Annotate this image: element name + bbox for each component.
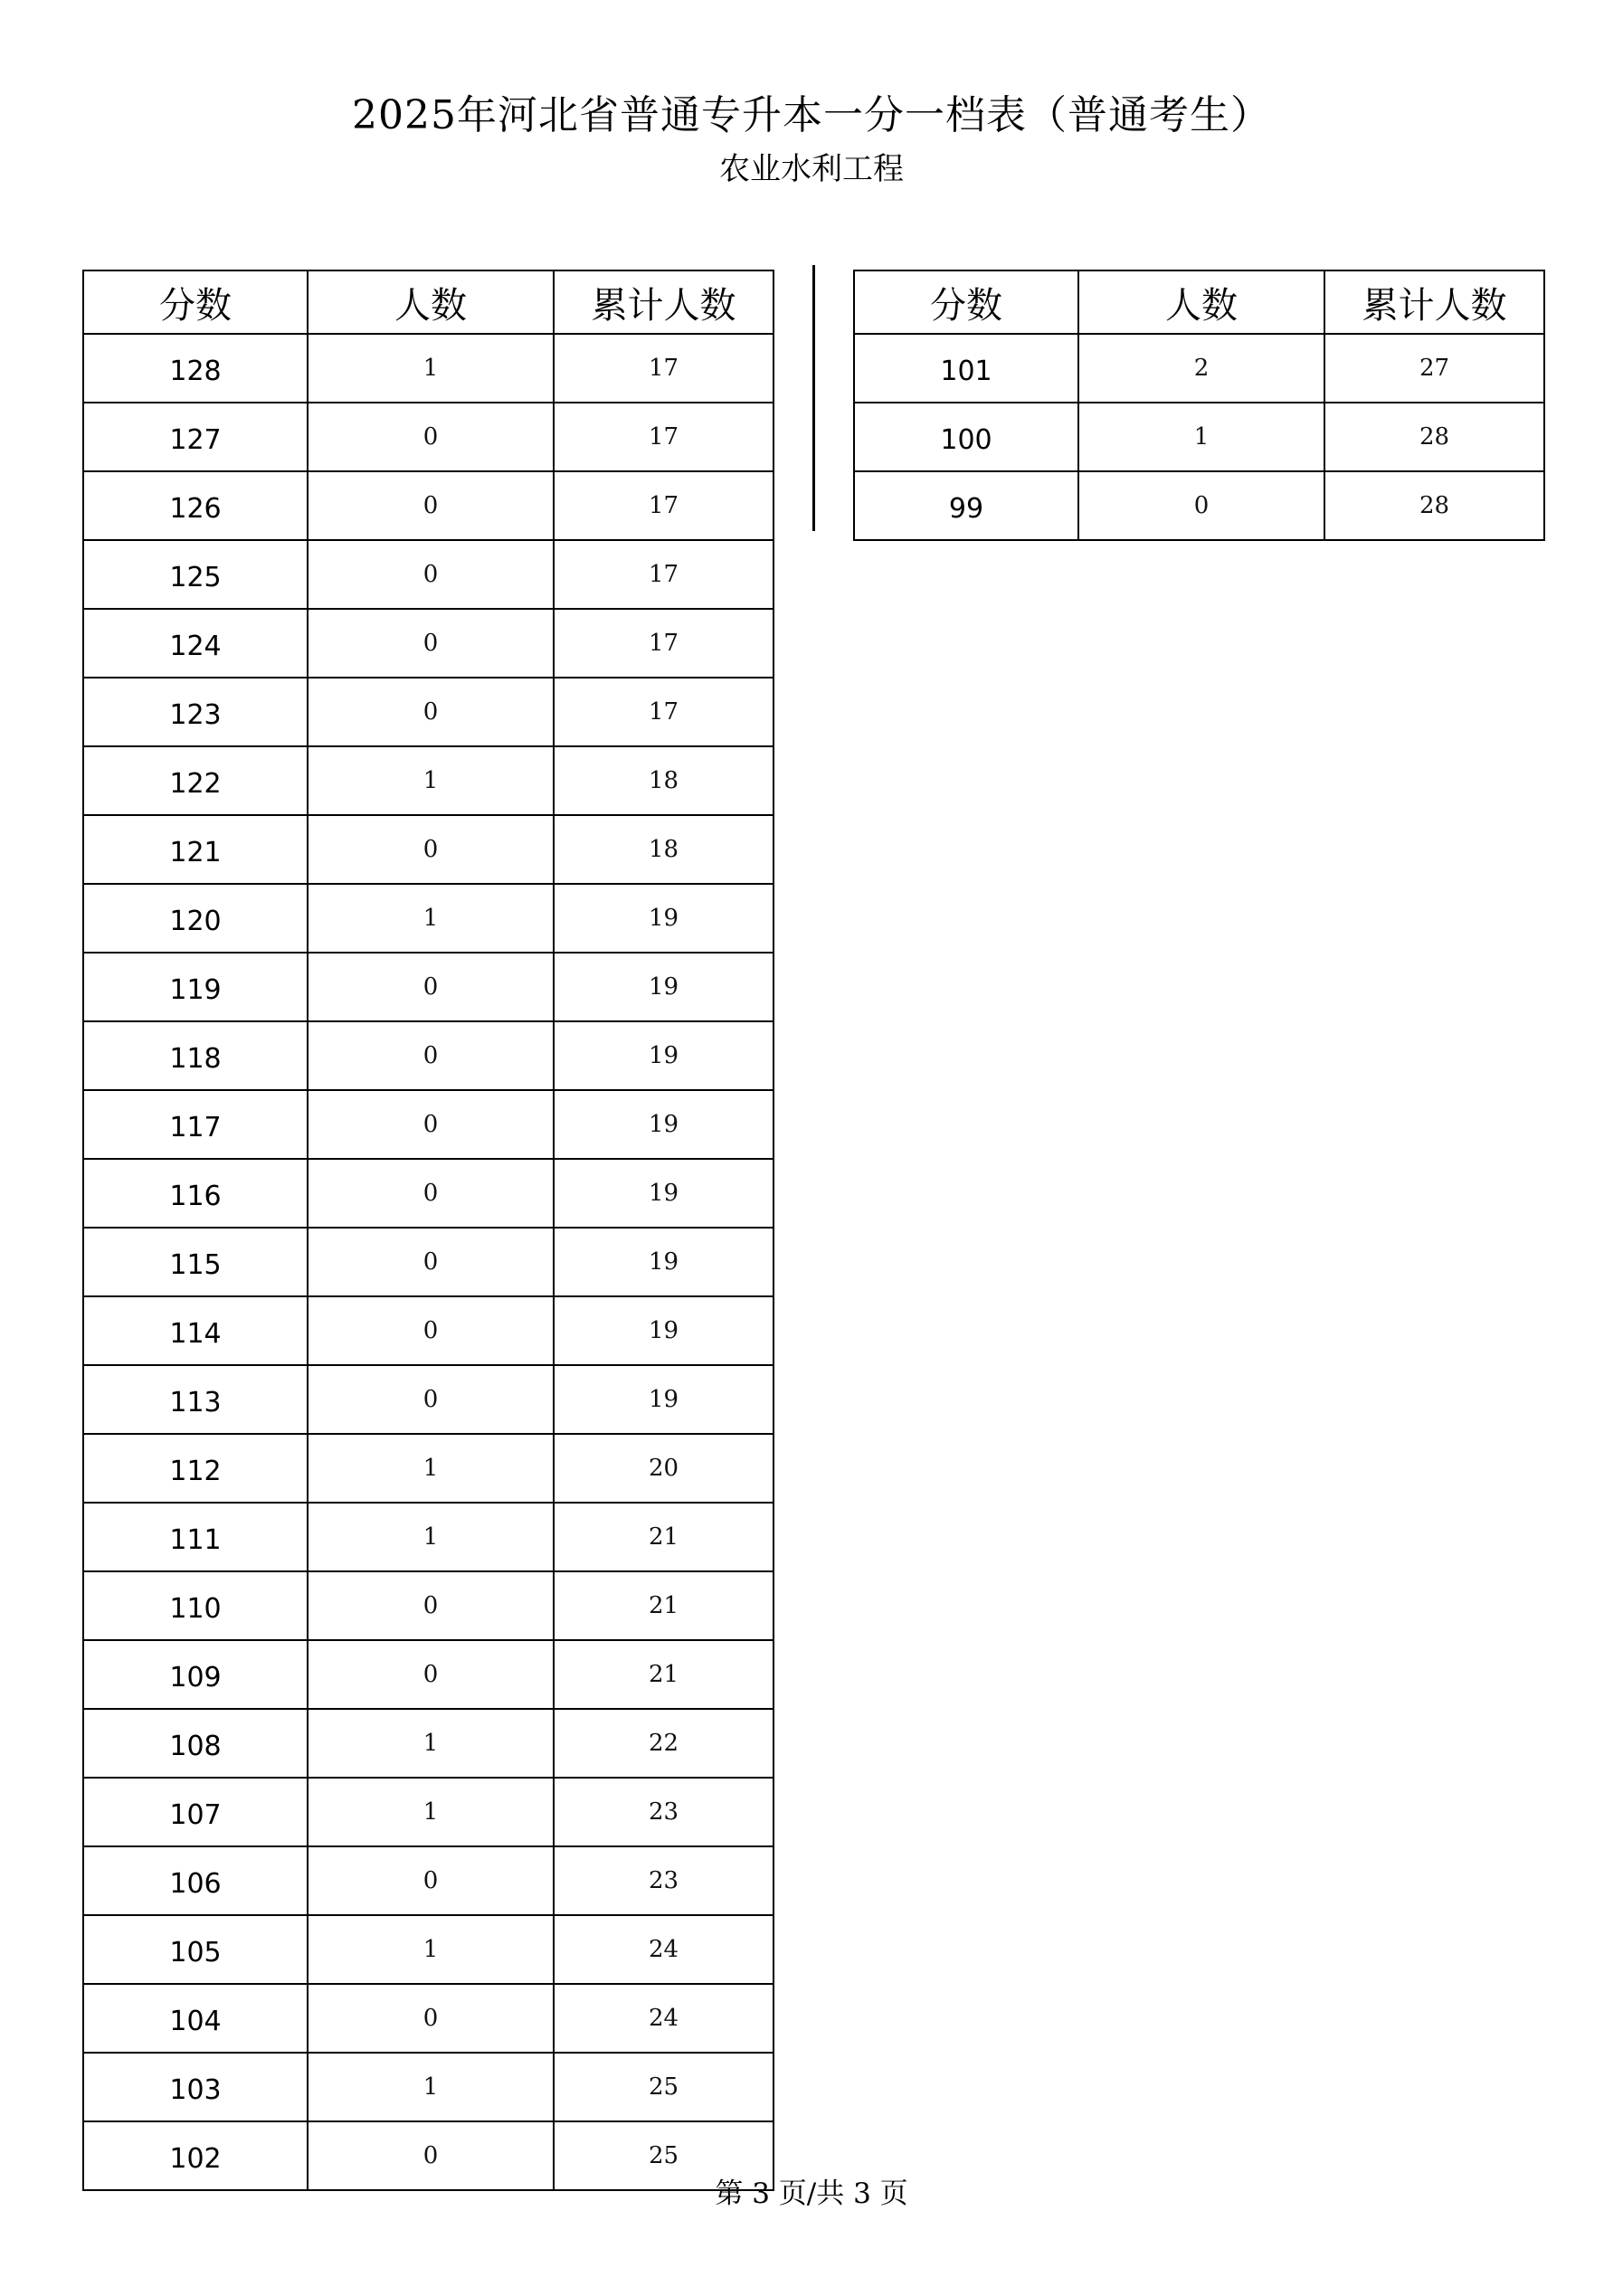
count-cell: 0 <box>308 1846 554 1915</box>
header-count: 人数 <box>1078 270 1324 334</box>
score-cell: 127 <box>83 403 308 471</box>
score-cell: 121 <box>83 815 308 884</box>
cumulative-cell: 24 <box>554 1915 774 1984</box>
score-table-left-body <box>83 334 774 2190</box>
header-cumulative: 累计人数 <box>1324 270 1544 334</box>
table-row <box>83 471 774 540</box>
table-row <box>83 1159 774 1228</box>
score-cell: 109 <box>83 1640 308 1709</box>
count-cell: 0 <box>1078 471 1324 540</box>
score-cell: 116 <box>83 1159 308 1228</box>
score-cell: 104 <box>83 1984 308 2053</box>
table-row <box>83 334 774 403</box>
table-row <box>83 1640 774 1709</box>
count-cell: 1 <box>308 2053 554 2121</box>
table-row <box>83 403 774 471</box>
count-cell: 1 <box>308 1434 554 1503</box>
cumulative-cell: 28 <box>1324 471 1544 540</box>
page-footer: 第 3 页/共 3 页 <box>715 2177 908 2210</box>
score-cell: 122 <box>83 746 308 815</box>
table-row <box>854 471 1544 540</box>
table-row <box>83 953 774 1021</box>
cumulative-cell: 19 <box>554 1159 774 1228</box>
cumulative-cell: 23 <box>554 1846 774 1915</box>
score-cell: 114 <box>83 1296 308 1365</box>
table-row <box>83 746 774 815</box>
table-header-row <box>83 270 774 334</box>
cumulative-cell: 18 <box>554 815 774 884</box>
cumulative-cell: 18 <box>554 746 774 815</box>
table-row <box>83 1778 774 1846</box>
count-cell: 0 <box>308 678 554 746</box>
cumulative-cell: 17 <box>554 334 774 403</box>
score-cell: 120 <box>83 884 308 953</box>
score-cell: 115 <box>83 1228 308 1296</box>
table-row <box>83 1296 774 1365</box>
cumulative-cell: 19 <box>554 953 774 1021</box>
score-table-right-body <box>854 334 1544 540</box>
page-subtitle: 农业水利工程 <box>719 151 904 187</box>
table-row <box>83 1709 774 1778</box>
cumulative-cell: 21 <box>554 1503 774 1571</box>
cumulative-cell: 22 <box>554 1709 774 1778</box>
table-row <box>83 1846 774 1915</box>
table-row <box>83 2053 774 2121</box>
score-cell: 126 <box>83 471 308 540</box>
cumulative-cell: 19 <box>554 1365 774 1434</box>
table-row <box>83 609 774 678</box>
score-cell: 112 <box>83 1434 308 1503</box>
cumulative-cell: 21 <box>554 1571 774 1640</box>
count-cell: 1 <box>308 334 554 403</box>
header-cumulative: 累计人数 <box>554 270 774 334</box>
table-row <box>83 1434 774 1503</box>
cumulative-cell: 21 <box>554 1640 774 1709</box>
score-cell: 117 <box>83 1090 308 1159</box>
count-cell: 1 <box>308 1503 554 1571</box>
table-row <box>83 815 774 884</box>
cumulative-cell: 19 <box>554 1296 774 1365</box>
cumulative-cell: 25 <box>554 2053 774 2121</box>
cumulative-cell: 17 <box>554 540 774 609</box>
score-cell: 125 <box>83 540 308 609</box>
score-cell: 102 <box>83 2121 308 2190</box>
count-cell: 1 <box>308 1915 554 1984</box>
count-cell: 2 <box>1078 334 1324 403</box>
cumulative-cell: 19 <box>554 1090 774 1159</box>
count-cell: 0 <box>308 953 554 1021</box>
count-cell: 0 <box>308 1365 554 1434</box>
count-cell: 0 <box>308 1021 554 1090</box>
table-row <box>83 1503 774 1571</box>
count-cell: 0 <box>308 1228 554 1296</box>
cumulative-cell: 27 <box>1324 334 1544 403</box>
count-cell: 1 <box>308 1778 554 1846</box>
table-row <box>83 884 774 953</box>
score-cell: 123 <box>83 678 308 746</box>
count-cell: 0 <box>308 471 554 540</box>
table-header-row <box>854 270 1544 334</box>
score-cell: 106 <box>83 1846 308 1915</box>
count-cell: 0 <box>308 1159 554 1228</box>
cumulative-cell: 23 <box>554 1778 774 1846</box>
header-score: 分数 <box>854 270 1078 334</box>
table-row <box>83 1915 774 1984</box>
count-cell: 0 <box>308 403 554 471</box>
count-cell: 0 <box>308 609 554 678</box>
cumulative-cell: 17 <box>554 609 774 678</box>
cumulative-cell: 17 <box>554 678 774 746</box>
count-cell: 1 <box>1078 403 1324 471</box>
table-row <box>83 1984 774 2053</box>
score-cell: 119 <box>83 953 308 1021</box>
cumulative-cell: 28 <box>1324 403 1544 471</box>
score-cell: 103 <box>83 2053 308 2121</box>
cumulative-cell: 17 <box>554 471 774 540</box>
count-cell: 0 <box>308 1640 554 1709</box>
score-cell: 128 <box>83 334 308 403</box>
score-cell: 124 <box>83 609 308 678</box>
score-cell: 99 <box>854 471 1078 540</box>
score-table-left <box>82 270 774 2191</box>
table-row <box>83 1228 774 1296</box>
cumulative-cell: 24 <box>554 1984 774 2053</box>
count-cell: 0 <box>308 1090 554 1159</box>
table-row <box>83 1365 774 1434</box>
count-cell: 0 <box>308 2121 554 2190</box>
column-divider <box>812 265 815 531</box>
score-cell: 111 <box>83 1503 308 1571</box>
count-cell: 1 <box>308 1709 554 1778</box>
score-cell: 113 <box>83 1365 308 1434</box>
count-cell: 0 <box>308 540 554 609</box>
table-row <box>83 1571 774 1640</box>
count-cell: 0 <box>308 1296 554 1365</box>
table-row <box>854 334 1544 403</box>
count-cell: 0 <box>308 1571 554 1640</box>
table-row <box>83 678 774 746</box>
table-row <box>854 403 1544 471</box>
score-table-right <box>853 270 1545 541</box>
count-cell: 1 <box>308 746 554 815</box>
score-cell: 105 <box>83 1915 308 1984</box>
score-cell: 101 <box>854 334 1078 403</box>
score-cell: 110 <box>83 1571 308 1640</box>
cumulative-cell: 19 <box>554 1021 774 1090</box>
score-cell: 100 <box>854 403 1078 471</box>
cumulative-cell: 19 <box>554 1228 774 1296</box>
score-cell: 107 <box>83 1778 308 1846</box>
header-score: 分数 <box>83 270 308 334</box>
count-cell: 1 <box>308 884 554 953</box>
table-row <box>83 540 774 609</box>
score-cell: 108 <box>83 1709 308 1778</box>
cumulative-cell: 19 <box>554 884 774 953</box>
cumulative-cell: 25 <box>554 2121 774 2190</box>
cumulative-cell: 17 <box>554 403 774 471</box>
score-cell: 118 <box>83 1021 308 1090</box>
count-cell: 0 <box>308 815 554 884</box>
table-row <box>83 1021 774 1090</box>
page-title: 2025年河北省普通专升本一分一档表（普通考生） <box>352 92 1271 138</box>
table-row <box>83 1090 774 1159</box>
count-cell: 0 <box>308 1984 554 2053</box>
header-count: 人数 <box>308 270 554 334</box>
cumulative-cell: 20 <box>554 1434 774 1503</box>
